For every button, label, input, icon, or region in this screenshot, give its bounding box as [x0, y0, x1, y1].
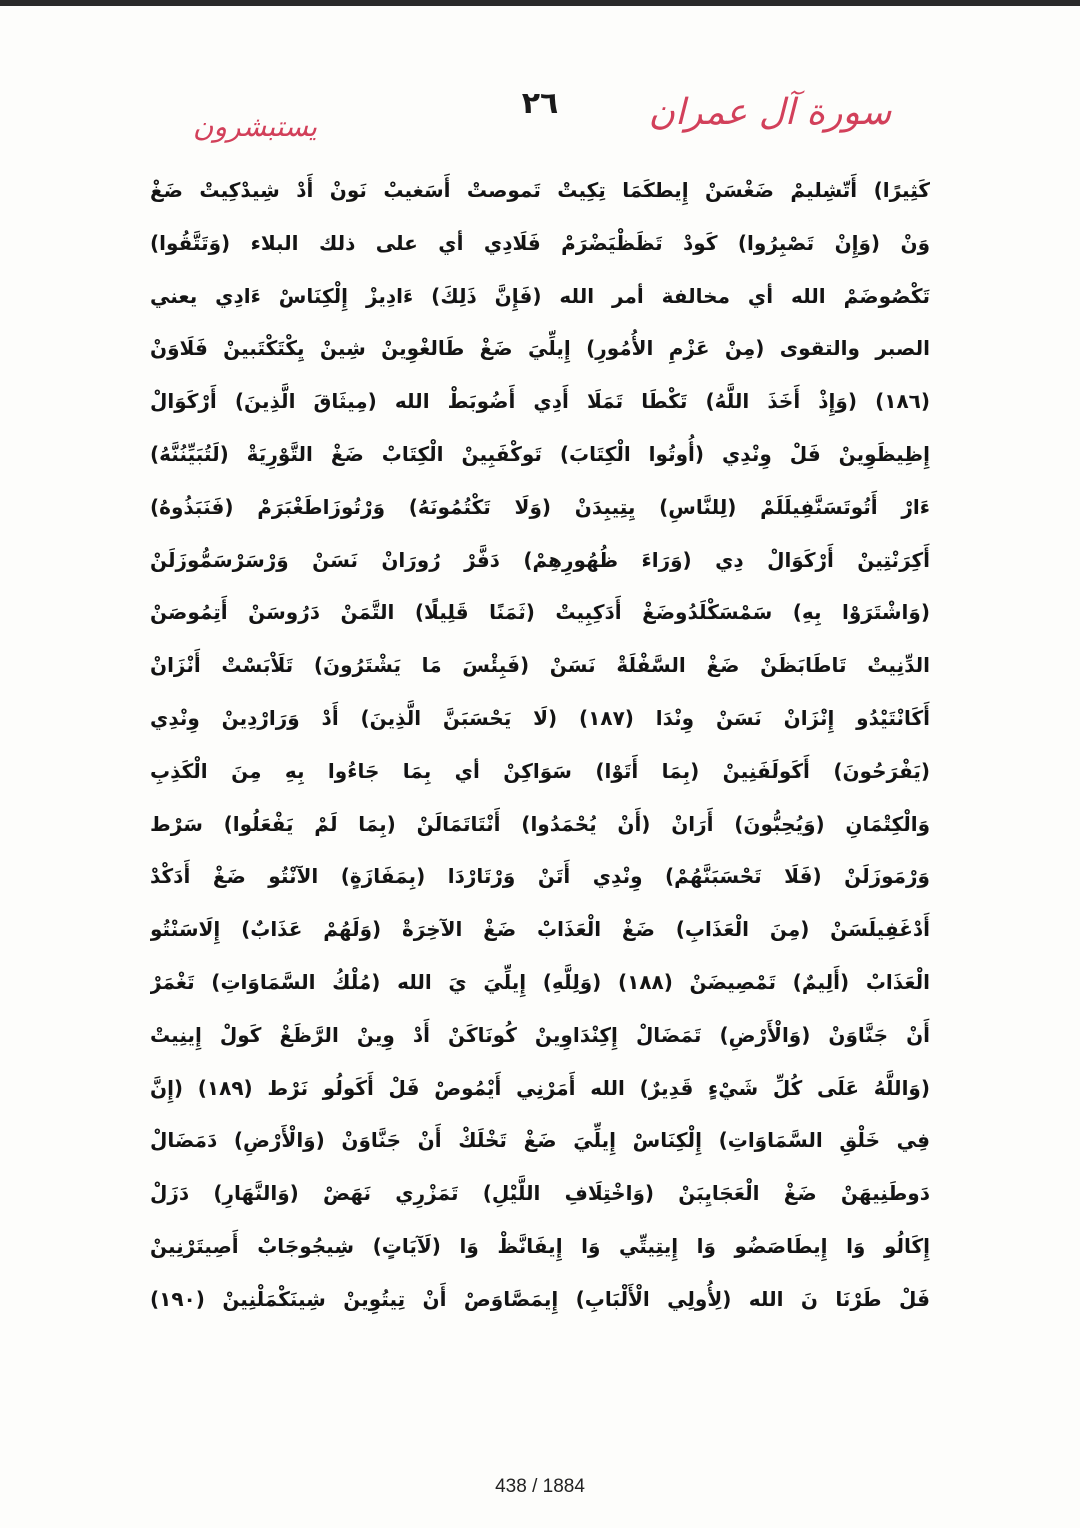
text-line: (يَفْرَحُونَ) أَكَولَفَنِينْ (بِمَا أَتَوْا) سَوَاكِنْ أي بِمَا جَاءُوا بِهِ مِنَ الْكَذِبِ	[150, 758, 930, 783]
text-line: (وَاللَّهُ عَلَى كُلِّ شَيْءٍ قَدِيرٌ) الله أَمَرْنِي أَيْمُوصْ فَلْ أَكَولُو نَرْط (١٨٩) (إِنَّ	[150, 1075, 930, 1100]
text-line: إِظِيظَوِينْ فَلْ وِنْدِي (أُوتُوا الْكِتَابَ) تَوكْفَبِينْ الْكِتَابْ ضَغْ التَّوْرِيَةْ (لَتُبَيِّنُنَّهُ)	[150, 441, 930, 466]
text-line: فِي خَلْقِ السَّمَاوَاتِ) إِلْكِنَاسْ إِيلِّيَ ضَغْ تَخْلَكْ أَنْ جَنَّاوَنْ (وَالْأَرْضِ) دَمَضَالْ	[150, 1128, 930, 1153]
commentary-text-body	[150, 164, 930, 1326]
text-line: (١٨٦) (وَإِذْ أَخَذَ اللَّهُ) تَكْطَا تَمَلَا أَدِي أَضُوبَطْ الله (مِيثَاقَ الَّذِينَ) أَرْكَوَالْ	[150, 389, 930, 414]
text-line: ءَارْ أَتُوتَسَنَّفِيلَلَمْ (لِلنَّاسِ) يِتِيبِدَنْ (وَلَا تَكْتُمُونَهُ) وَرْتُوزَاطَغْبَرَمْ (فَنَبَذُوهُ)	[150, 494, 930, 519]
handwritten-surah-title: سورة آل عمران	[648, 92, 892, 133]
page-counter: 438 / 1884	[495, 1476, 585, 1497]
scanned-page	[0, 6, 1080, 1528]
text-line: وَرْمَوزَلَنْ (فَلَا تَحْسَبَنَّهُمْ) وِنْدِي أَتَنْ وَرْتَارْدَا (بِمَفَازَةٍ) الآنْتُو ضَغْ أَدَكْدْ	[150, 864, 930, 889]
text-line: إِكَالُو وَا إِيطَاصَضُو وَا إِيتِيتِّي وَا إِيفَانَّظْ وَا (لَآيَاتٍ) شِيجُوجَابْ أَصِيتَرْنِينْ	[150, 1233, 930, 1258]
text-line: الصبر والتقوى (مِنْ عَزْمِ الأُمُورِ) إِيلِّيَ ضَغْ طَالغْوِينْ شِينْ يِكْتَكْتَبينْ فَلَاوَنْ	[150, 336, 930, 361]
page-number: ٢٦	[521, 86, 559, 121]
text-line: دَوطَنِيهَنْ ضَغْ الْعَجَايِبَنْ (وَاخْتِلَافِ اللَّيْلِ) تَمَزْرِي نَهَضْ (وَالنَّهَارِ) دَزَلْ	[150, 1181, 930, 1206]
text-line: تَكْصُوضَمْ الله أي مخالفة أمر الله (فَإِنَّ ذَلِكَ) ءَادِيزْ إِلْكِنَاسْ ءَادِي يعني	[150, 283, 930, 308]
text-line: أَكَانْتَيْدُو إِنْزَانْ نَسَنْ وِنْدَا (١٨٧) (لَا يَحْسَبَنَّ الَّذِينَ) أَدْ وَرَارْدِينْ وِنْدِي	[150, 705, 930, 730]
text-line: أَنْ جَنَّاوَنْ (وَالْأَرْضِ) تَمَضَالْ إِكِنْدَاوِينْ كُونَاكَنْ أَدْ وِينْ الرَّظَغْ كَولْ إِينِيتْ	[150, 1022, 930, 1047]
text-line: كَثِيرًا) أَتّشِليمْ ضَغْسَنْ إِيطكَمَا تِكِيتْ تَموصتْ أَسَغيبْ نَونْ أَدْ شِيدْكِيتْ ضَغْ	[150, 178, 930, 202]
text-line: وَنْ (وَإِنْ تَصْبِرُوا) كَودْ تَظَظْيَضْرَمْ فَلَادِي أي على ذلك البلاء (وَتَتَّقُوا)	[150, 230, 930, 255]
text-line: أَدْغَفِيلَسَنْ (مِنَ الْعَذَابِ) ضَغْ الْعَذَابْ ضَغْ الآخِرَةْ (وَلَهُمْ عَذَابٌ) إِلَاسَنْتُو	[150, 917, 930, 942]
text-line: وَالْكِتْمَانِ (وَيُحِبُّونَ) أَرَانْ (أَنْ يُحْمَدُوا) أَنْتَاتَمَالَنْ (بِمَا لَمْ يَفْعَلُوا) سَرْط	[150, 811, 930, 836]
handwritten-margin-note: يستبشرون	[192, 110, 318, 143]
text-line: فَلْ طَرْنَا نَ الله (لِأُولِي الْأَلْبَابِ) إِيمَصَّاوَصْ أَنْ تِيتُوِينْ شِينَكْمَلْنِينْ (١٩٠)	[150, 1286, 930, 1311]
text-line: أَكِرَنْتِينْ أَرْكَوَالْ دِي (وَرَاءَ ظُهُورِهِمْ) دَفَّرْ رُورَانْ نَسَنْ وَرْسَرْسَمُّوزَلَنْ	[150, 547, 930, 572]
text-line: (وَاشْتَرَوْا بِهِ) سَمْسَكْلَدُوضَغْ أَدَكِبِيتْ (ثَمَنًا قَلِيلًا) التَّمَنْ دَرُوسَنْ أَتِمُوصَنْ	[150, 600, 930, 625]
text-line: الدِّنِيتْ تَاطَابَظَنْ ضَغْ السَّفْلَةْ نَسَنْ (فَبِئْسَ مَا يَشْتَرُونَ) تَلَاْبَسْتْ أَنْزَانْ	[150, 653, 930, 678]
text-line: الْعَذَابْ (أَلِيمٌ) تَمْصِيضَنْ (١٨٨) (وَلِلَّهِ) إِيلِّيَ يَ الله (مُلْكُ السَّمَاوَاتِ) تَغْمَرْ	[150, 969, 930, 994]
